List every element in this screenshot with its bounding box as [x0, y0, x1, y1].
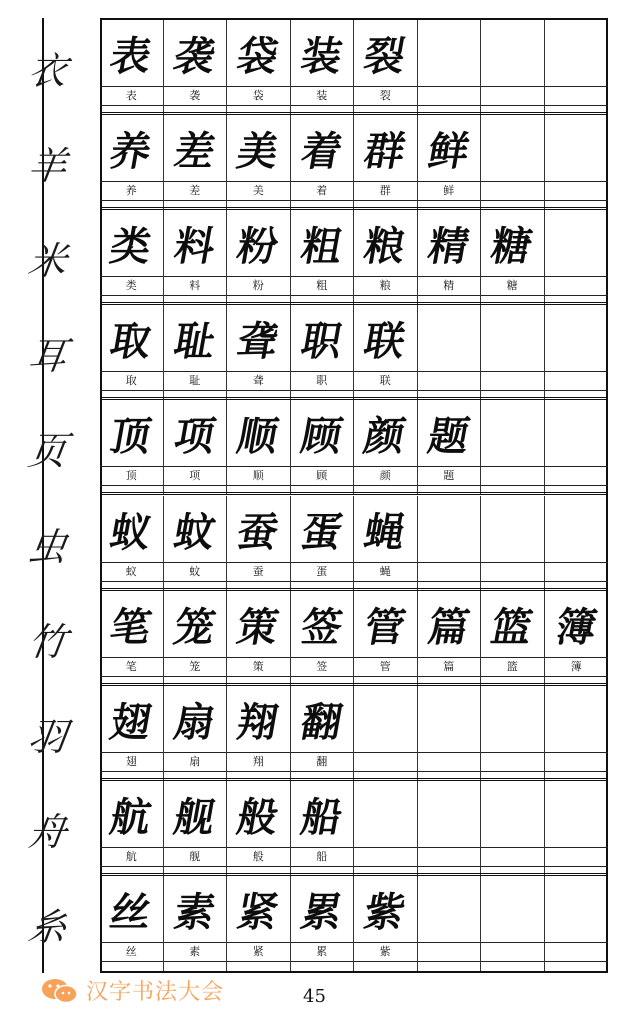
cursive-character: 簿	[551, 603, 600, 651]
practice-cell	[354, 400, 418, 495]
practice-cell	[100, 210, 164, 305]
cursive-character: 舰	[170, 793, 219, 841]
cursive-character: 耻	[170, 317, 219, 365]
practice-cell	[164, 781, 228, 876]
cursive-character: 策	[233, 603, 282, 651]
cursive-character: 般	[233, 793, 282, 841]
practice-cell	[418, 781, 482, 876]
practice-cell	[100, 400, 164, 495]
radical-row	[25, 400, 608, 495]
label-strip	[545, 752, 609, 772]
standard-character-label: 管	[379, 659, 391, 673]
radical-row	[25, 591, 608, 686]
practice-cell	[100, 686, 164, 781]
cursive-character: 装	[297, 32, 346, 80]
cursive-character: 料	[170, 222, 219, 270]
standard-character-label: 蛋	[316, 564, 328, 578]
practice-cell	[418, 305, 482, 400]
standard-character-label: 联	[379, 374, 391, 388]
cursive-character: 翻	[297, 698, 346, 746]
cursive-character: 扇	[170, 698, 219, 746]
practice-cell	[291, 781, 355, 876]
standard-character-label: 耻	[189, 374, 201, 388]
standard-character-label: 蚕	[252, 564, 264, 578]
cursive-character: 联	[360, 317, 409, 365]
label-strip	[481, 752, 544, 772]
practice-cell	[481, 400, 545, 495]
standard-character-label: 顺	[252, 469, 264, 483]
standard-character-label: 裂	[379, 89, 391, 102]
label-strip	[481, 181, 544, 201]
standard-character-label: 签	[316, 659, 328, 673]
practice-cell	[291, 876, 355, 971]
standard-character-label: 笼	[189, 659, 201, 673]
practice-cell	[227, 20, 291, 115]
practice-cell	[418, 876, 482, 971]
practice-cell	[481, 496, 545, 591]
practice-cells	[100, 591, 608, 686]
practice-cell	[545, 20, 609, 115]
label-strip	[545, 86, 609, 106]
cursive-character: 丝	[106, 888, 155, 936]
practice-cell	[100, 781, 164, 876]
practice-cell	[100, 496, 164, 591]
cursive-character: 蛋	[297, 508, 346, 555]
practice-cell	[291, 305, 355, 400]
standard-character-label: 船	[316, 849, 328, 863]
standard-character-label: 蚊	[189, 564, 201, 578]
radical-row	[25, 305, 608, 400]
practice-cell	[418, 115, 482, 210]
cursive-character: 美	[233, 127, 282, 175]
practice-cell	[418, 686, 482, 781]
practice-cell	[354, 591, 418, 686]
radical-label: 衣	[25, 48, 70, 93]
cursive-character: 粗	[297, 222, 346, 270]
practice-cell	[481, 781, 545, 876]
practice-cell	[481, 20, 545, 115]
cursive-character: 翔	[233, 698, 282, 746]
practice-cell	[354, 305, 418, 400]
radical-row	[25, 781, 608, 876]
cursive-character: 素	[170, 888, 219, 936]
cursive-character: 精	[424, 222, 473, 270]
label-strip	[545, 181, 609, 201]
standard-character-label: 装	[316, 89, 328, 102]
standard-character-label: 群	[379, 184, 391, 198]
practice-cell	[227, 781, 291, 876]
practice-cell	[291, 115, 355, 210]
practice-cell	[545, 686, 609, 781]
practice-cell	[291, 686, 355, 781]
radical-row	[25, 686, 608, 781]
label-strip	[418, 752, 481, 772]
practice-cell	[354, 876, 418, 971]
practice-cell	[354, 781, 418, 876]
cursive-character: 取	[106, 317, 155, 365]
standard-character-label: 篇	[443, 659, 455, 673]
radical-label: 米	[25, 238, 70, 283]
cursive-character: 职	[297, 317, 346, 365]
radical-label: 糸	[25, 904, 70, 949]
radical-row	[25, 210, 608, 305]
standard-character-label: 蚁	[125, 564, 137, 578]
cursive-character: 蚊	[170, 508, 219, 555]
radical-label: 竹	[25, 619, 70, 664]
cursive-character: 签	[297, 603, 346, 651]
practice-cell	[354, 686, 418, 781]
practice-cells	[100, 876, 608, 971]
practice-cell	[418, 210, 482, 305]
cursive-character: 养	[106, 127, 155, 175]
practice-cell	[227, 496, 291, 591]
practice-cell	[227, 115, 291, 210]
standard-character-label: 素	[189, 944, 201, 958]
cursive-character: 蝇	[360, 508, 409, 555]
cursive-character: 笔	[106, 603, 155, 651]
cursive-character: 篮	[487, 603, 536, 651]
practice-cells	[100, 210, 608, 305]
practice-cell	[164, 591, 228, 686]
radical-label: 耳	[25, 333, 70, 378]
practice-cell	[481, 591, 545, 686]
cursive-character: 船	[297, 793, 346, 841]
practice-cell	[418, 591, 482, 686]
practice-cell	[545, 781, 609, 876]
practice-cell	[100, 305, 164, 400]
label-strip	[481, 562, 544, 582]
label-strip	[545, 942, 609, 962]
cursive-character: 粉	[233, 222, 282, 270]
practice-cell	[227, 686, 291, 781]
label-strip	[545, 562, 609, 582]
radical-row	[25, 876, 608, 971]
practice-cell	[481, 686, 545, 781]
standard-character-label: 紫	[379, 944, 391, 958]
standard-character-label: 糖	[506, 279, 518, 293]
grid-bottom-border	[100, 971, 608, 973]
cursive-character: 顺	[233, 412, 282, 460]
standard-character-label: 舰	[189, 849, 201, 863]
cursive-character: 顾	[297, 412, 346, 460]
label-strip	[545, 847, 609, 867]
standard-character-label: 差	[189, 184, 201, 198]
practice-cell	[418, 496, 482, 591]
standard-character-label: 项	[189, 469, 201, 483]
practice-cells	[100, 305, 608, 400]
practice-cell	[291, 400, 355, 495]
practice-cell	[164, 20, 228, 115]
cursive-character: 袋	[233, 32, 282, 80]
radical-label: 羽	[25, 714, 70, 759]
practice-cell	[354, 20, 418, 115]
standard-character-label: 表	[125, 89, 137, 102]
standard-character-label: 紧	[252, 944, 264, 958]
standard-character-label: 笔	[125, 659, 137, 673]
practice-cell	[545, 496, 609, 591]
cursive-character: 袭	[170, 32, 219, 80]
label-strip	[545, 371, 609, 391]
cursive-character: 篇	[424, 603, 473, 651]
cursive-character: 差	[170, 127, 219, 175]
standard-character-label: 取	[125, 374, 137, 388]
label-strip	[354, 847, 417, 867]
practice-cell	[227, 400, 291, 495]
practice-cell	[545, 115, 609, 210]
label-strip	[418, 847, 481, 867]
practice-cell	[100, 591, 164, 686]
cursive-character: 鲜	[424, 127, 473, 175]
cursive-character: 项	[170, 412, 219, 460]
cursive-character: 表	[106, 32, 155, 80]
standard-character-label: 题	[443, 469, 455, 483]
cursive-character: 粮	[360, 222, 409, 270]
standard-character-label: 职	[316, 374, 328, 388]
practice-cell	[545, 305, 609, 400]
practice-cell	[291, 20, 355, 115]
practice-cell	[481, 305, 545, 400]
label-strip	[481, 86, 544, 106]
cursive-character: 笼	[170, 603, 219, 651]
page-number: 45	[303, 986, 326, 1007]
cursive-character: 紫	[360, 888, 409, 936]
standard-character-label: 类	[125, 279, 137, 293]
practice-cell	[418, 400, 482, 495]
radical-row	[25, 115, 608, 210]
cursive-character: 颜	[360, 412, 409, 460]
practice-cell	[481, 115, 545, 210]
standard-character-label: 袭	[189, 89, 201, 102]
standard-character-label: 翔	[252, 754, 264, 768]
practice-cell	[354, 496, 418, 591]
standard-character-label: 养	[125, 184, 137, 198]
practice-cell	[164, 210, 228, 305]
practice-cell	[227, 876, 291, 971]
standard-character-label: 翻	[316, 754, 328, 768]
standard-character-label: 着	[316, 184, 328, 198]
standard-character-label: 鲜	[443, 184, 455, 198]
radical-label: 舟	[25, 809, 70, 854]
cursive-character: 类	[106, 222, 155, 270]
label-strip	[418, 86, 481, 106]
standard-character-label: 扇	[189, 754, 201, 768]
wechat-icon	[40, 976, 80, 1006]
cursive-character: 顶	[106, 412, 155, 460]
practice-cell	[100, 115, 164, 210]
practice-cell	[164, 400, 228, 495]
practice-cell	[545, 591, 609, 686]
practice-cell	[100, 20, 164, 115]
practice-cell	[354, 210, 418, 305]
practice-cells	[100, 781, 608, 876]
practice-cells	[100, 115, 608, 210]
cursive-character: 航	[106, 793, 155, 841]
radical-row	[25, 20, 608, 115]
practice-cell	[481, 876, 545, 971]
label-strip	[545, 466, 609, 486]
standard-character-label: 累	[316, 944, 328, 958]
practice-cell	[100, 876, 164, 971]
practice-cell	[545, 400, 609, 495]
radical-row	[25, 496, 608, 591]
cursive-character: 管	[360, 603, 409, 651]
practice-cell	[418, 20, 482, 115]
label-strip	[418, 562, 481, 582]
cursive-character: 紧	[233, 888, 282, 936]
cursive-character: 累	[297, 888, 346, 936]
practice-cell	[481, 210, 545, 305]
label-strip	[481, 466, 544, 486]
standard-character-label: 美	[252, 184, 264, 198]
standard-character-label: 粉	[252, 279, 264, 293]
radical-label: 羊	[25, 143, 70, 188]
label-strip	[481, 847, 544, 867]
label-strip	[418, 371, 481, 391]
practice-cell	[354, 115, 418, 210]
practice-cell	[227, 591, 291, 686]
practice-cell	[164, 115, 228, 210]
radical-label: 页	[25, 428, 70, 473]
standard-character-label: 篮	[506, 659, 518, 673]
cursive-character: 题	[424, 412, 473, 460]
practice-cells	[100, 400, 608, 495]
practice-cell	[227, 305, 291, 400]
cursive-character: 着	[297, 127, 346, 175]
standard-character-label: 粗	[316, 279, 328, 293]
practice-cells	[100, 20, 608, 115]
cursive-character: 裂	[360, 32, 409, 80]
standard-character-label: 蝇	[379, 564, 391, 578]
standard-character-label: 翅	[125, 754, 137, 768]
standard-character-label: 簿	[570, 659, 582, 673]
cursive-character: 蚁	[106, 508, 155, 555]
standard-character-label: 顾	[316, 469, 328, 483]
practice-cell	[164, 876, 228, 971]
practice-cell	[291, 496, 355, 591]
standard-character-label: 颜	[379, 469, 391, 483]
label-strip	[545, 276, 609, 296]
practice-cell	[545, 876, 609, 971]
label-strip	[481, 942, 544, 962]
standard-character-label: 粮	[379, 279, 391, 293]
radical-label: 虫	[25, 524, 70, 568]
standard-character-label: 般	[252, 849, 264, 863]
standard-character-label: 策	[252, 659, 264, 673]
label-strip	[481, 371, 544, 391]
practice-cell	[164, 686, 228, 781]
standard-character-label: 料	[189, 279, 201, 293]
practice-cell	[291, 591, 355, 686]
label-strip	[354, 752, 417, 772]
cursive-character: 群	[360, 127, 409, 175]
standard-character-label: 精	[443, 279, 455, 293]
practice-cell	[164, 305, 228, 400]
practice-cell	[545, 210, 609, 305]
cursive-character: 聋	[233, 317, 282, 365]
standard-character-label: 顶	[125, 469, 137, 483]
cursive-character: 糖	[487, 222, 536, 270]
practice-cells	[100, 496, 608, 591]
standard-character-label: 丝	[125, 944, 137, 958]
watermark-text: 汉字书法大会	[86, 980, 225, 1005]
practice-cell	[291, 210, 355, 305]
cursive-character: 翅	[106, 698, 155, 746]
cursive-character: 蚕	[233, 508, 282, 555]
standard-character-label: 袋	[252, 89, 264, 102]
practice-cells	[100, 686, 608, 781]
practice-cell	[164, 496, 228, 591]
standard-character-label: 航	[125, 849, 137, 863]
standard-character-label: 聋	[252, 374, 264, 388]
practice-cell	[227, 210, 291, 305]
label-strip	[418, 942, 481, 962]
